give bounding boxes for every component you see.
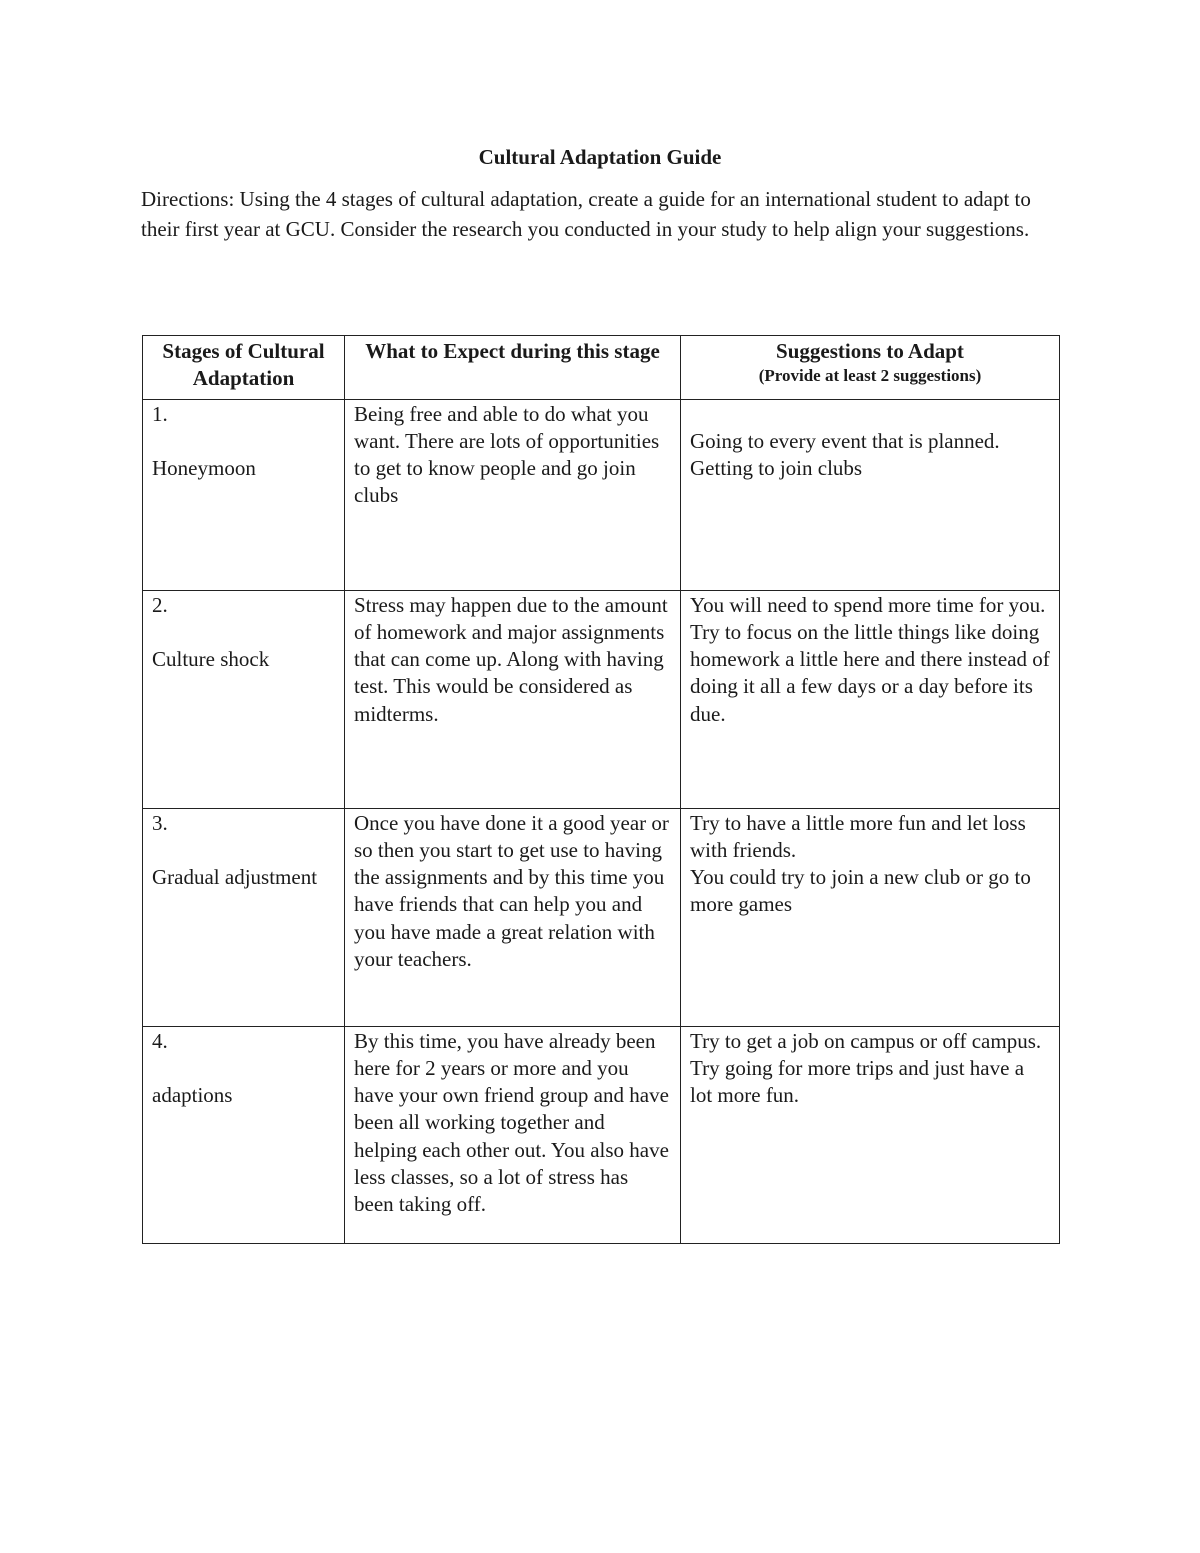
suggestion-item: Try to get a job on campus or off campus. [690, 1028, 1042, 1053]
suggestion-item: Getting to join clubs [690, 455, 863, 480]
stage-number: 1. [152, 401, 168, 426]
expect-cell: By this time, you have already been here for 2 years or more and you have your own friend group and have been all working together and helping each other out. You also have less classes, so a lot of stress has been taking off. [345, 1026, 681, 1243]
expect-cell: Once you have done it a good year or so then you start to get use to having the assignments and by this time you have friends that can help you and you have made a great relation with your teachers. [345, 808, 681, 1026]
stage-name: Gradual adjustment [152, 864, 318, 889]
suggestion-item: Try to focus on the little things like doing homework a little here and there instead of doing it all a few days or a day before its due. [690, 619, 1050, 726]
table-row [143, 1026, 1060, 1243]
suggestions-cell [681, 1026, 1060, 1243]
stage-cell [143, 590, 345, 808]
stage-cell [143, 1026, 345, 1243]
stage-number: 2. [152, 592, 168, 617]
header-expect: What to Expect during this stage [345, 336, 681, 400]
stage-number: 4. [152, 1028, 168, 1053]
directions-paragraph: Directions: Using the 4 stages of cultural adaptation, create a guide for an international student to adapt to their first year at GCU. Consider the research you conducted in your study to help align your suggestions. [141, 187, 1031, 241]
header-suggestions [681, 336, 1060, 400]
document-title: Cultural Adaptation Guide [478, 145, 722, 169]
header-suggestions-subtitle: (Provide at least 2 suggestions) [758, 366, 982, 386]
stage-name: Culture shock [152, 646, 270, 671]
table-row [143, 808, 1060, 1026]
expect-cell: Stress may happen due to the amount of homework and major assignments that can come up. Along with having test. This would be considered as midterms. [345, 590, 681, 808]
stage-number: 3. [152, 810, 168, 835]
header-stages: Stages of Cultural Adaptation [143, 336, 345, 400]
suggestion-item: You will need to spend more time for you. [690, 592, 1046, 617]
table-row [143, 590, 1060, 808]
suggestions-cell [681, 590, 1060, 808]
suggestion-item: Try going for more trips and just have a lot more fun. [690, 1055, 1025, 1108]
stage-cell [143, 808, 345, 1026]
suggestion-item: Going to every event that is planned. [690, 428, 1000, 453]
stage-name: Honeymoon [152, 455, 256, 480]
header-suggestions-title: Suggestions to Adapt [776, 339, 964, 363]
expect-cell: Being free and able to do what you want. There are lots of opportunities to get to know people and go join clubs [345, 399, 681, 590]
suggestions-cell [681, 399, 1060, 590]
suggestion-item: You could try to join a new club or go to more games [690, 865, 1031, 917]
stage-name: adaptions [152, 1082, 233, 1107]
suggestion-item: Try to have a little more fun and let loss with friends. [690, 810, 1026, 862]
table-row [143, 399, 1060, 590]
stage-cell [143, 399, 345, 590]
table-header-row [143, 336, 1060, 400]
adaptation-table [142, 335, 1060, 1244]
suggestions-cell [681, 808, 1060, 1026]
